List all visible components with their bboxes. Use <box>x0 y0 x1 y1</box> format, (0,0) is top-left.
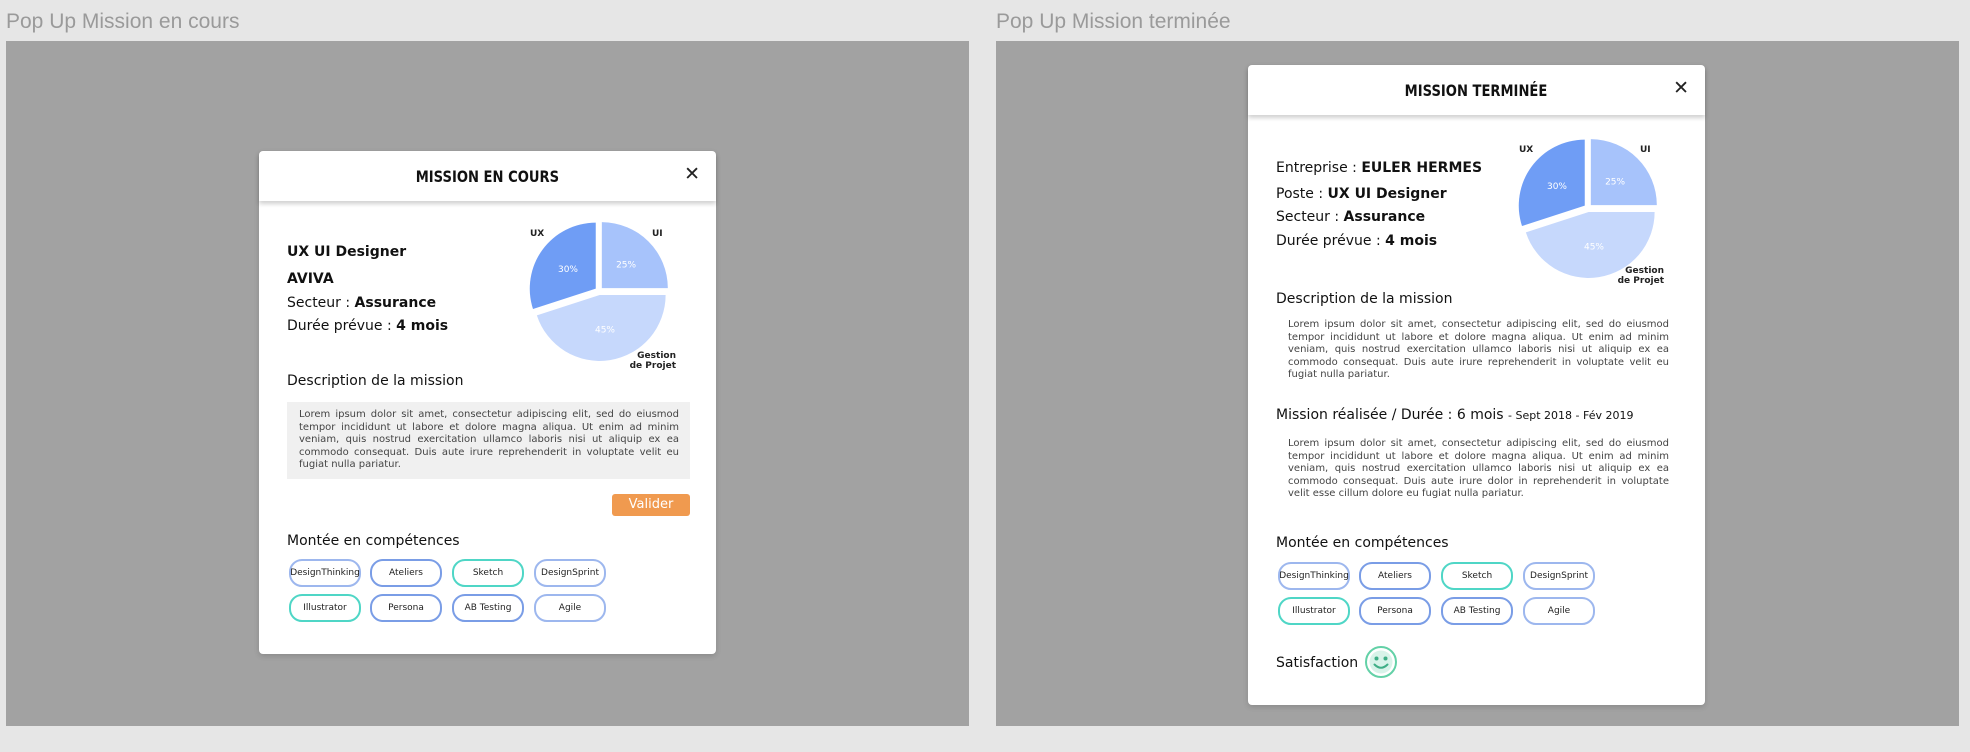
duree-line <box>287 318 448 334</box>
skill-chip[interactable]: Agile <box>534 594 606 622</box>
pie-value-label: 25% <box>1605 177 1626 188</box>
secteur-line <box>287 295 436 311</box>
modal-mission-en-cours <box>259 151 716 654</box>
pie-label-ui: UI <box>1640 145 1651 155</box>
skills-title: Montée en compétences <box>287 533 460 549</box>
duree-label: Durée prévue : <box>287 318 397 334</box>
frame-title: Pop Up Mission en cours <box>6 10 240 33</box>
role-label: UX UI Designer <box>287 244 407 260</box>
secteur-value: Assurance <box>354 295 437 311</box>
pie-label-gestion: Gestion de Projet <box>629 351 676 371</box>
skills-pie-chart <box>1518 138 1658 278</box>
skill-chip[interactable]: Ateliers <box>370 559 442 587</box>
artboard-mission-en-cours <box>6 41 969 726</box>
skill-chip[interactable]: Design Thinking <box>1278 562 1350 590</box>
poste-value: UX UI Designer <box>1327 186 1447 202</box>
close-icon[interactable]: ✕ <box>684 164 700 185</box>
duree-line <box>1276 233 1437 249</box>
mission-realisee-text: Lorem ipsum dolor sit amet, consectetur adipiscing elit, sed do eiusmod tempor incididunt ut labore et dolore magna aliqua. Ut enim ad minim veniam, quis nostrud exercitation ullamco laboris nisi ut aliquip ex ea commodo consequat. Duis aute irure dolor in reprehenderit in voluptate velit esse cillum dolore eu fugiat nulla pariatur. <box>1288 438 1669 500</box>
modal-title: MISSION EN COURS <box>415 166 560 186</box>
description-title: Description de la mission <box>287 373 464 389</box>
mission-realisee-dates: - Sept 2018 - Fév 2019 <box>1508 409 1634 422</box>
secteur-line <box>1276 209 1425 225</box>
modal-header <box>1248 65 1705 115</box>
skill-chip[interactable]: Design Sprint <box>534 559 606 587</box>
modal-title: MISSION TERMINÉE <box>1405 80 1548 100</box>
duree-value: 4 mois <box>1385 233 1438 249</box>
skill-chip[interactable]: Illustrator <box>1278 597 1350 625</box>
skills-pie-chart <box>529 221 669 361</box>
secteur-label: Secteur : <box>1276 209 1344 225</box>
skill-chip[interactable]: Ateliers <box>1359 562 1431 590</box>
pie-value-label: 45% <box>1583 242 1605 253</box>
duree-label: Durée prévue : <box>1276 233 1386 249</box>
skill-chip[interactable]: AB Testing <box>452 594 524 622</box>
description-title: Description de la mission <box>1276 291 1453 307</box>
valider-button[interactable]: Valider <box>612 494 690 516</box>
pie-value-label: 30% <box>1546 181 1568 192</box>
pie-value-label: 25% <box>616 260 637 271</box>
skills-title: Montée en compétences <box>1276 535 1449 551</box>
secteur-label: Secteur : <box>287 295 355 311</box>
company-label: AVIVA <box>287 271 334 287</box>
skill-chip[interactable]: Agile <box>1523 597 1595 625</box>
pie-value-label: 45% <box>594 325 616 336</box>
pie-label-ui: UI <box>652 229 663 239</box>
frame-title: Pop Up Mission terminée <box>996 10 1231 33</box>
modal-mission-terminee <box>1248 65 1705 705</box>
poste-line <box>1276 186 1447 202</box>
entreprise-line <box>1276 160 1482 176</box>
artboard-mission-terminee <box>996 41 1959 726</box>
skill-chip[interactable]: Sketch <box>452 559 524 587</box>
mission-realisee-line <box>1276 407 1634 423</box>
description-text: Lorem ipsum dolor sit amet, consectetur adipiscing elit, sed do eiusmod tempor incididunt ut labore et dolore magna aliqua. Ut enim ad minim veniam, quis nostrud exercitation ullamco laboris nisi ut aliquip ex ea commodo consequat. Duis aute irure reprehenderit in voluptate velit eu fugiat nulla pariatur. <box>1288 319 1669 381</box>
description-text: Lorem ipsum dolor sit amet, consectetur adipiscing elit, sed do eiusmod tempor incididunt ut labore et dolore magna aliqua. Ut enim ad minim veniam, quis nostrud exercitation ullamco laboris nisi ut aliquip ex ea commodo consequat. Duis aute irure reprehenderit in voluptate velit eu fugiat nulla pariatur. <box>299 409 679 471</box>
pie-label-ux: UX <box>530 229 545 239</box>
duree-value: 4 mois <box>396 318 449 334</box>
close-icon[interactable]: ✕ <box>1673 78 1689 99</box>
skill-chip[interactable]: Persona <box>370 594 442 622</box>
skill-chip[interactable]: AB Testing <box>1441 597 1513 625</box>
skill-chip[interactable]: Illustrator <box>289 594 361 622</box>
modal-header <box>259 151 716 201</box>
satisfaction-label: Satisfaction <box>1276 655 1359 671</box>
smiley-icon[interactable] <box>1364 645 1398 679</box>
poste-label: Poste : <box>1276 186 1328 202</box>
entreprise-value: EULER HERMES <box>1361 160 1483 176</box>
skill-chip[interactable]: Design Thinking <box>289 559 361 587</box>
skill-chip[interactable]: Persona <box>1359 597 1431 625</box>
skill-chip[interactable]: Sketch <box>1441 562 1513 590</box>
pie-label-gestion: Gestion de Projet <box>1617 266 1664 286</box>
pie-value-label: 30% <box>557 264 579 275</box>
pie-label-ux: UX <box>1519 145 1534 155</box>
entreprise-label: Entreprise : <box>1276 160 1362 176</box>
skill-chip[interactable]: Design Sprint <box>1523 562 1595 590</box>
mission-realisee-title: Mission réalisée / Durée : 6 mois <box>1276 407 1504 423</box>
secteur-value: Assurance <box>1343 209 1426 225</box>
